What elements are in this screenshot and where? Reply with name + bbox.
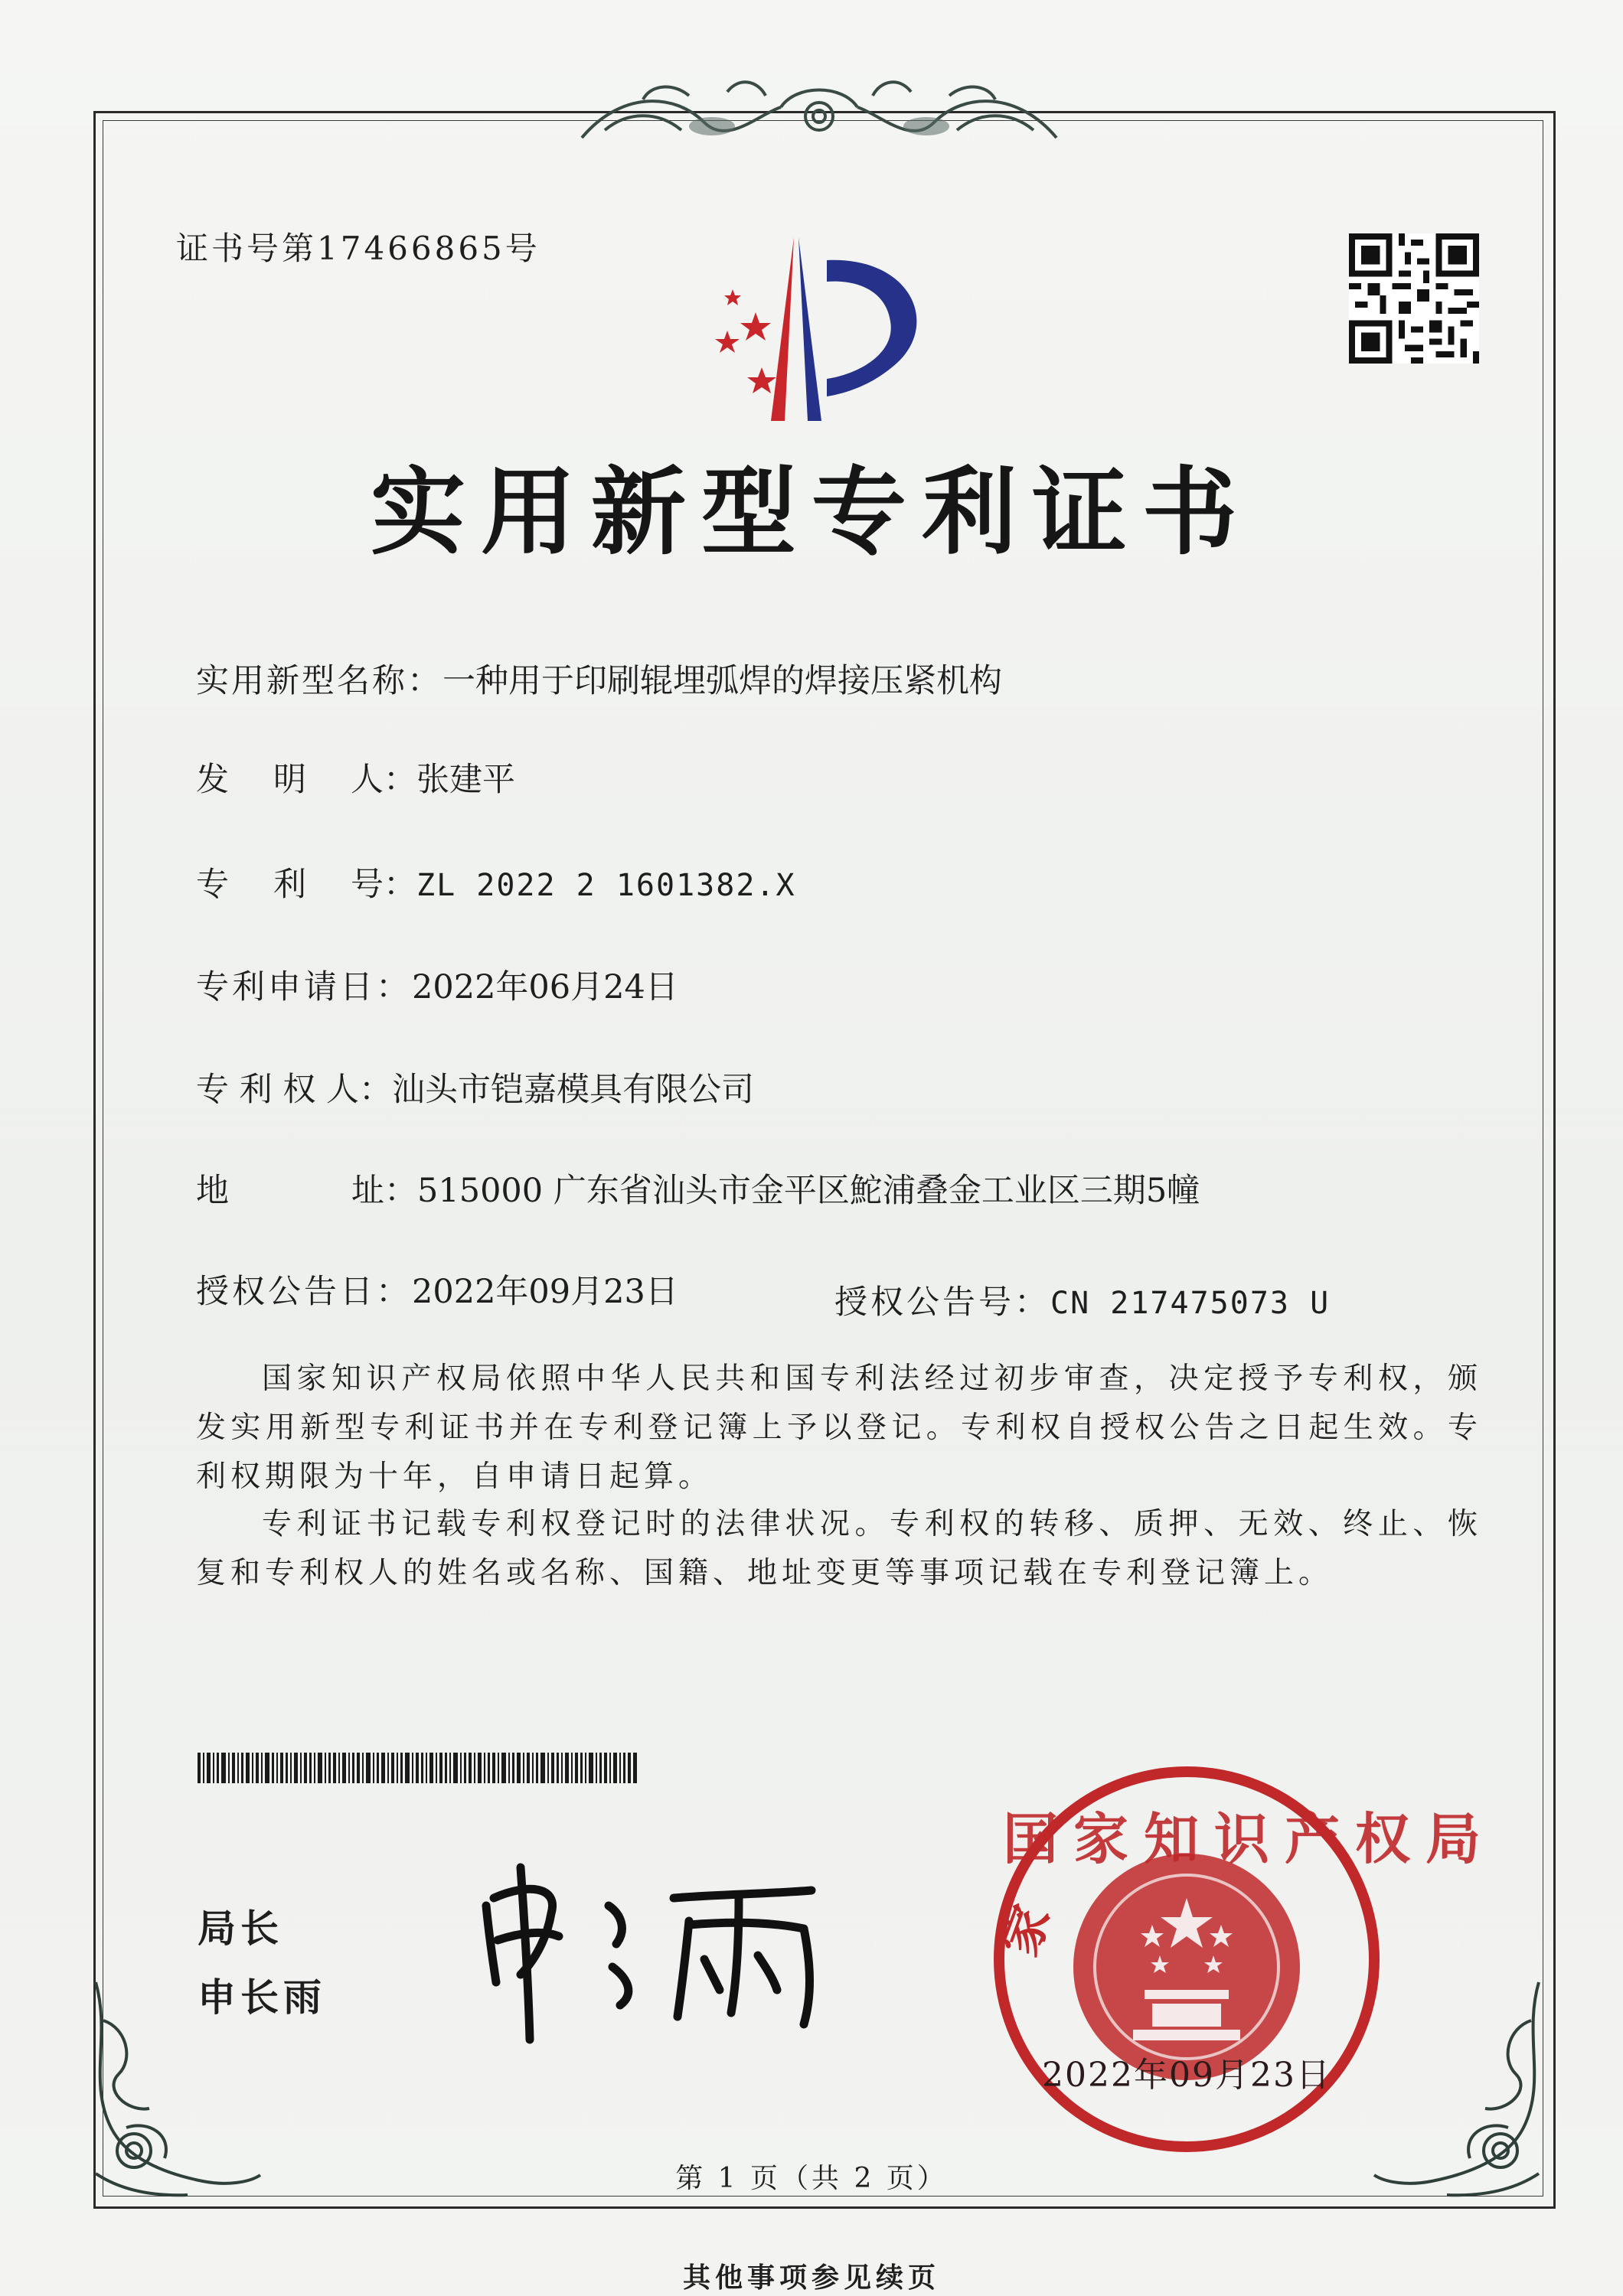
seal-inscription: 国家知识产权局 (1003, 1807, 1497, 1871)
patent-number-label-1: 专 (196, 866, 229, 904)
application-date-value: 2022年06月24日 (412, 968, 678, 1006)
address-label-1: 地 (196, 1172, 229, 1210)
grant-date-label: 授权公告日： (196, 1273, 412, 1311)
utility-model-name-value: 一种用于印刷辊埋弧焊的焊接压紧机构 (442, 662, 1002, 700)
grant-number-value: CN 217475073 U (1050, 1286, 1331, 1321)
handwritten-signature (475, 1852, 842, 2051)
inventor-value: 张建平 (416, 761, 515, 799)
top-dragon-ornament (574, 69, 1064, 157)
director-title: 局长 (198, 1906, 283, 1951)
field-row-grant-date (196, 1266, 678, 1313)
field-row-grant-number (834, 1277, 1330, 1323)
inventor-label-3: 人： (351, 761, 416, 799)
grant-date-value: 2022年09月23日 (412, 1273, 678, 1311)
field-row-application-date (196, 961, 678, 1008)
field-row-inventor (196, 754, 515, 801)
patent-number-value: ZL 2022 2 1601382.X (416, 868, 796, 903)
field-row-utility-model-name (196, 655, 1002, 702)
field-row-address (196, 1165, 1200, 1212)
seal-char-1: 家 (991, 1898, 1062, 1964)
utility-model-name-label: 实用新型名称： (196, 662, 442, 700)
field-row-patentee (196, 1064, 754, 1110)
patent-number-label-3: 号： (351, 866, 416, 904)
field-row-patent-number (196, 859, 796, 905)
page-indicator: 第 1 页（共 2 页） (675, 2163, 948, 2194)
inventor-label-2: 明 (273, 761, 306, 799)
cnipa-logo-icon (685, 230, 945, 425)
body-paragraph-2: 专利证书记载专利权登记时的法律状况。专利权的转移、质押、无效、终止、恢复和专利权人的姓名或名称、国籍、地址变更等事项记载在专利登记簿上。 (196, 1507, 1482, 1590)
director-name: 申长雨 (198, 1975, 326, 2020)
patent-number-label-2: 利 (273, 866, 306, 904)
patentee-label: 专 利 权 人： (196, 1071, 393, 1109)
footer-note: 其他事项参见续页 (682, 2262, 940, 2294)
certificate-title: 实用新型专利证书 (370, 458, 1252, 568)
address-value: 515000 广东省汕头市金平区鮀浦叠金工业区三期5幢 (417, 1172, 1200, 1210)
grant-number-label: 授权公告号： (834, 1283, 1050, 1322)
body-paragraph-1: 国家知识产权局依照中华人民共和国专利法经过初步审查，决定授予专利权，颁发实用新型专利证书并在专利登记簿上予以登记。专利权自授权公告之日起生效。专利权期限为十年，自申请日起算。 (196, 1362, 1482, 1494)
seal-date: 2022年09月23日 (1042, 2056, 1331, 2095)
qr-code-icon (1349, 233, 1479, 364)
certificate-number: 证书号第17466865号 (176, 230, 540, 267)
application-date-label: 专利申请日： (196, 968, 412, 1006)
address-label-2: 址： (351, 1172, 417, 1210)
inventor-label-1: 发 (196, 761, 229, 799)
patentee-value: 汕头市铠嘉模具有限公司 (392, 1071, 755, 1109)
barcode-icon (198, 1753, 637, 1783)
